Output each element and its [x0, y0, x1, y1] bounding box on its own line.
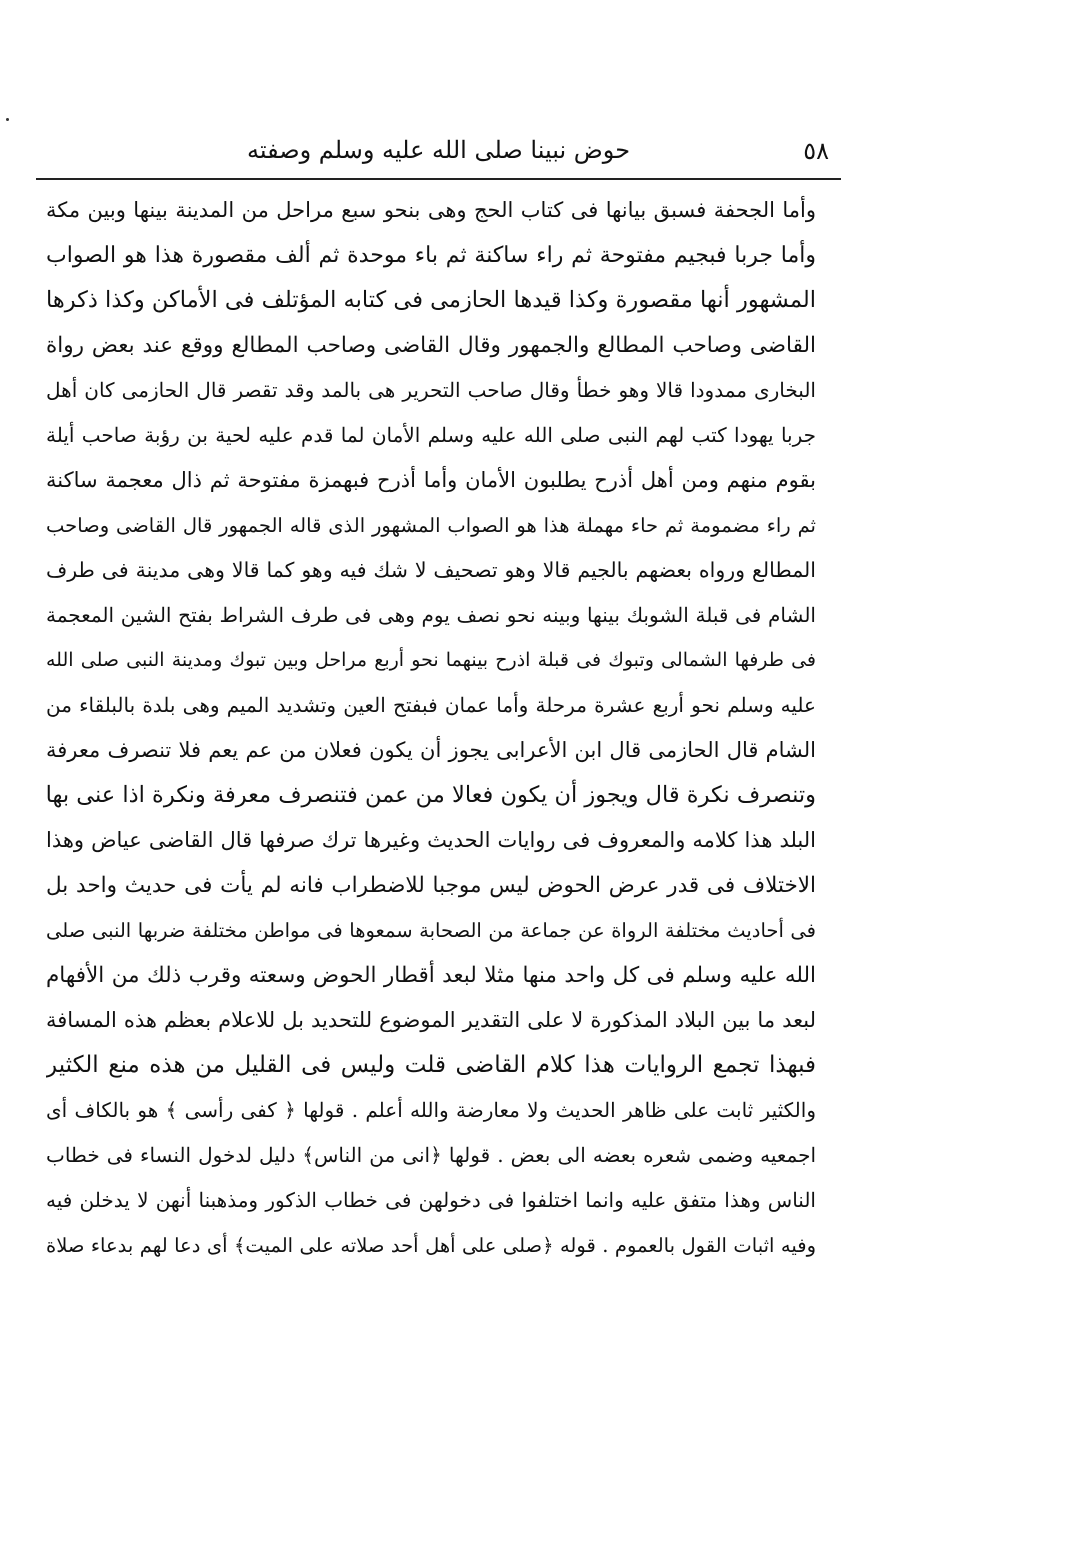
text-line: المطالع ورواه بعضهم بالجيم قالا وهو تصحيف لا شك فيه وهو كما قالا وهى مدينة فى طرف — [46, 558, 816, 582]
text-line: وتنصرف نكرة قال ويجوز أن يكون فعالا من عمن فتنصرف معرفة ونكرة اذا عنى بها — [46, 782, 816, 808]
text-line: الشام قال الحازمى قال ابن الأعرابى يجوز أن يكون فعلان من عم يعم فلا تنصرف معرفة — [46, 738, 816, 762]
header-rule — [36, 178, 841, 180]
text-line: جربا يهودا كتب لهم النبى صلى الله عليه وسلم الأمان لما قدم عليه لحية بن رؤبة صاحب أيلة — [46, 423, 816, 447]
text-line: فى طرفها الشمالى وتبوك فى قبلة اذرح بينهما نحو أربع مراحل وبين تبوك ومدينة النبى صلى الله — [46, 649, 816, 671]
text-line: المشهور أنها مقصورة وكذا قيدها الحازمى فى كتابه المؤتلف فى الأماكن وكذا ذكرها — [46, 287, 816, 313]
text-line: الشام فى قبلة الشوبك بينها وبينه نحو نصف يوم وهى فى طرف الشراط بفتح الشين المعجمة — [46, 603, 816, 627]
text-line: وأما جربا فبجيم مفتوحة ثم راء ساكنة ثم باء موحدة ثم ألف مقصورة هذا هو الصواب — [46, 243, 816, 268]
text-line: القاضى وصاحب المطالع والجمهور وقال القاضى وصاحب المطالع ووقع عند بعض رواة — [46, 333, 816, 358]
body-text — [46, 188, 816, 1268]
running-title: حوض نبينا صلى الله عليه وسلم وصفته — [246, 136, 631, 164]
text-line: فبهذا تجمع الروايات هذا كلام القاضى قلت وليس فى القليل من هذه منع الكثير — [46, 1052, 816, 1078]
scan-speck — [6, 118, 9, 121]
text-line: البخارى ممدودا قالا وهو خطأ وقال صاحب التحرير هى بالمد وقد تقصر قال الحازمى كان أهل — [46, 378, 816, 402]
page-number: ٥٨ — [803, 137, 829, 165]
page-header — [36, 132, 841, 172]
text-line: وفيه اثبات القول بالعموم . قوله ﴿صلى على أهل أحد صلاته على الميت﴾ أى دعا لهم بدعاء صلاة — [46, 1234, 816, 1257]
text-line: الاختلاف فى قدر عرض الحوض ليس موجبا للاضطراب فانه لم يأت فى حديث واحد بل — [46, 873, 816, 898]
text-line: لبعد ما بين البلاد المذكورة لا على التقدير الموضوع للتحديد بل للاعلام بعظم هذه المسافة — [46, 1008, 816, 1032]
text-line: فى أحاديث مختلفة الرواة عن جماعة من الصحابة سمعوها فى مواطن مختلفة ضربها النبى صلى — [46, 919, 816, 942]
text-line: الله عليه وسلم فى كل واحد منها مثلا لبعد أقطار الحوض وسعته وقرب ذلك من الأفهام — [46, 963, 816, 988]
text-line: عليه وسلم نحو أربع عشرة مرحلة وأما عمان فبفتح العين وتشديد الميم وهى بلدة بالبلقاء من — [46, 693, 816, 717]
text-line: وأما الجحفة فسبق بيانها فى كتاب الحج وهى بنحو سبع مراحل من المدينة بينها وبين مكة — [46, 198, 816, 222]
text-line: بقوم منهم ومن أهل أذرح يطلبون الأمان وأما أذرح فبهمزة مفتوحة ثم ذال معجمة ساكنة — [46, 468, 816, 492]
text-line: البلد هذا كلامه والمعروف فى روايات الحديث وغيرها ترك صرفها قال القاضى عياض وهذا — [46, 828, 816, 852]
text-line: ثم راء مضمومة ثم حاء مهملة هذا هو الصواب المشهور الذى قاله الجمهور قال القاضى وصاحب — [46, 514, 816, 537]
text-line: الناس وهذا متفق عليه وانما اختلفوا فى دخولهن فى خطاب الذكور ومذهبنا أنهن لا يدخلن فيه — [46, 1188, 816, 1212]
text-line: اجمعيه وضمى شعره بعضه الى بعض . قولها ﴿انى من الناس﴾ دليل لدخول النساء فى خطاب — [46, 1143, 816, 1167]
text-line: والكثير ثابت على ظاهر الحديث ولا معارضة والله أعلم . قولها ﴿ كفى رأسى ﴾ هو بالكاف أى — [46, 1098, 816, 1122]
